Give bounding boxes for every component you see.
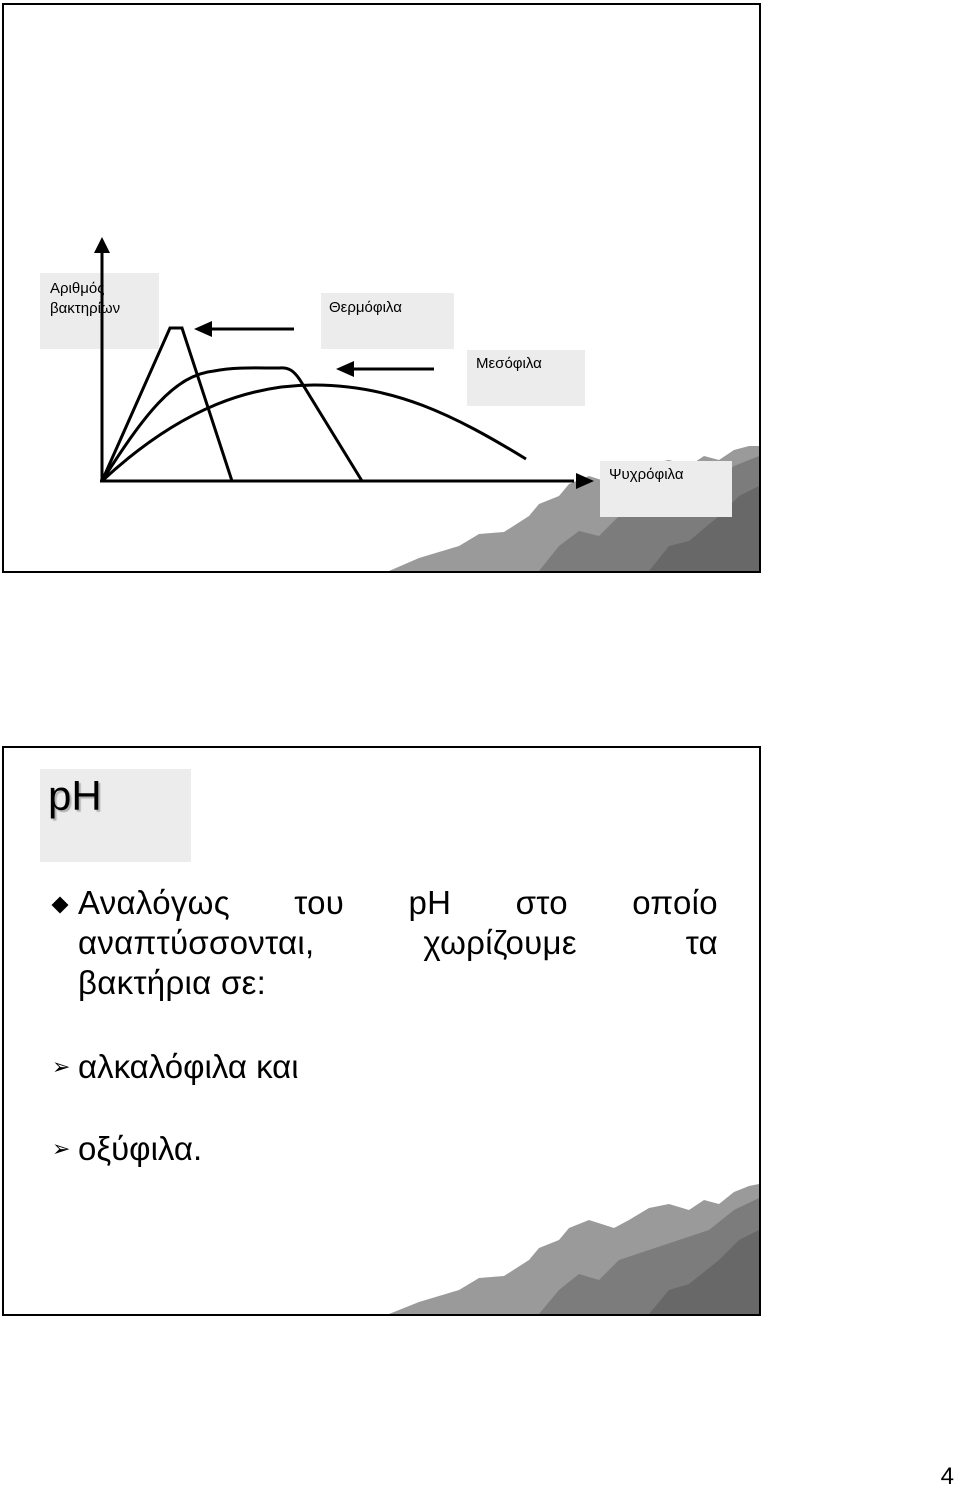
arrow-bullet-icon: ➢ — [52, 1136, 71, 1161]
paragraph-line-3: βακτήρια σε: — [78, 964, 267, 1001]
curve-psychrophiles — [102, 385, 526, 481]
y-axis-label-line2: βακτηρίων — [50, 300, 121, 317]
temperature-growth-diagram — [4, 5, 761, 573]
page-number: 4 — [940, 1463, 954, 1490]
paragraph-line-1: Αναλόγως του pH στο οποίο — [78, 884, 718, 921]
subitem-alkaliphiles: αλκαλόφιλα και — [78, 1048, 299, 1085]
y-axis-arrowhead — [94, 237, 110, 253]
slide-temperature — [2, 3, 761, 573]
slide-title: pH — [48, 772, 102, 819]
label-psychrophiles: Ψυχρόφιλα — [600, 461, 732, 517]
subitem-acidophiles: οξύφιλα. — [78, 1130, 203, 1167]
x-axis-arrowhead — [576, 473, 594, 489]
y-axis-label-line1: Αριθμός — [50, 280, 105, 297]
mountain-decoration — [389, 1184, 759, 1314]
diamond-bullet-icon — [52, 897, 69, 914]
paragraph-line-2: αναπτύσσονται, χωρίζουμε τα — [78, 924, 718, 961]
arrow-bullet-icon: ➢ — [52, 1054, 71, 1079]
slide-ph — [2, 746, 761, 1316]
label-mesophiles: Μεσόφιλα — [467, 350, 585, 406]
label-thermophiles: Θερμόφιλα — [321, 293, 454, 349]
main-paragraph — [78, 883, 718, 1003]
